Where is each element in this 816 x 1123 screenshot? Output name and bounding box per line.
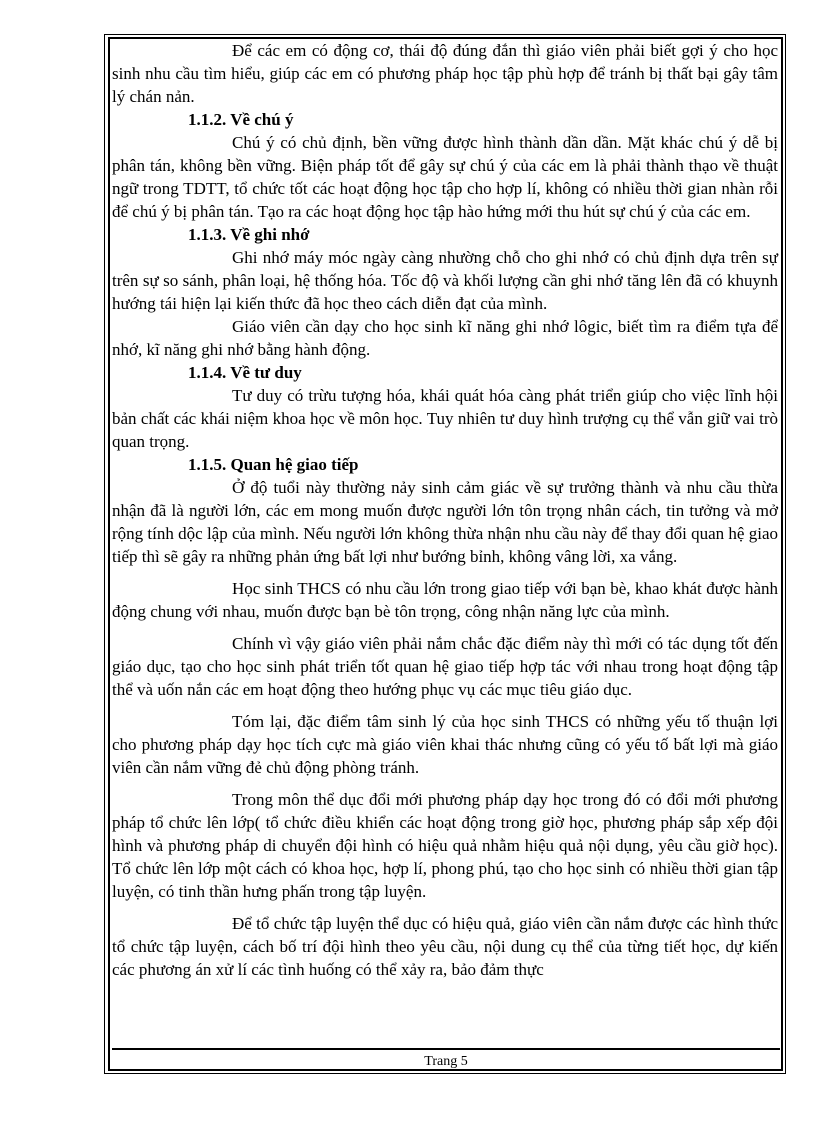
footer-rule xyxy=(112,1048,780,1050)
section-heading-thinking: 1.1.4. Về tư duy xyxy=(188,363,302,382)
paragraph: Trong môn thể dục đổi mới phương pháp dạy học trong đó có đổi mới phương pháp tổ chức lên lớp( tổ chức điều khiển các hoạt động trong giờ học, phương pháp sắp xếp đội hình và phương pháp di chuyển đội hình có hiệu quả nhằm hiệu quả nội dụng, yêu cầu giờ học). Tổ chức lên lớp một cách có khoa học, hợp lí, phong phú, tạo cho học sinh có nhiều thời gian tập luyện, có tinh thần hưng phấn trong tập luyện. xyxy=(112,790,778,901)
paragraph: Chú ý có chủ định, bền vững được hình thành dần dần. Mặt khác chú ý dễ bị phân tán, không bền vững. Biện pháp tốt để gây sự chú ý của các em là phải thành thạo về thuật ngữ trong TDTT, tổ chức tốt các hoạt động học tập cho hợp lí, không có nhiều thời gian nhàn rỗi để chú ý bị phân tán. Tạo ra các hoạt động học tập hào hứng mới thu hút sự chú ý của các em. xyxy=(112,133,778,221)
paragraph: Ở độ tuổi này thường nảy sinh cảm giác về sự trưởng thành và nhu cầu thừa nhận đã là người lớn, các em mong muốn được người lớn tôn trọng nhân cách, tin tưởng và mở rộng tính dộc lập của mình. Nếu người lớn không thừa nhận nhu cầu này để thay đổi quan hệ giao tiếp thì sẽ gây ra những phản ứng bất lợi như bướng bỉnh, không vâng lời, xa vắng. xyxy=(112,478,778,566)
section-heading-communication: 1.1.5. Quan hệ giao tiếp xyxy=(188,455,359,474)
section-heading-attention: 1.1.2. Về chú ý xyxy=(188,110,294,129)
paragraph: Để các em có động cơ, thái độ đúng đắn thì giáo viên phải biết gợi ý cho học sinh nhu cầu tìm hiểu, giúp các em có phương pháp học tập phù hợp để tránh bị thất bại gây tâm lý chán nản. xyxy=(112,41,778,106)
paragraph: Học sinh THCS có nhu cầu lớn trong giao tiếp với bạn bè, khao khát được hành động chung với nhau, muốn được bạn bè tôn trọng, công nhận năng lực của mình. xyxy=(112,579,778,621)
paragraph: Để tổ chức tập luyện thể dục có hiệu quả, giáo viên cần nắm được các hình thức tổ chức tập luyện, cách bố trí đội hình theo yêu cầu, nội dung cụ thể của từng tiết học, dự kiến các phương án xử lí các tình huống có thể xảy ra, bảo đảm thực xyxy=(112,914,778,979)
paragraph: Ghi nhớ máy móc ngày càng nhường chỗ cho ghi nhớ có chủ định dựa trên sự trên sự so sánh, phân loại, hệ thống hóa. Tốc độ và khối lượng cần ghi nhớ tăng lên đã có khuynh hướng tái hiện lại kiến thức đã học theo cách diễn đạt của mình. xyxy=(112,248,778,313)
document-body xyxy=(112,39,778,981)
paragraph: Chính vì vậy giáo viên phải nắm chắc đặc điểm này thì mới có tác dụng tốt đến giáo dục, tạo cho học sinh phát triển tốt quan hệ giao tiếp hợp tác với nhau trong hoạt động tập thể và uốn nắn các em hoạt động theo hướng phục vụ các mục tiêu giáo dục. xyxy=(112,634,778,699)
paragraph: Tóm lại, đặc điểm tâm sinh lý của học sinh THCS có những yếu tố thuận lợi cho phương pháp dạy học tích cực mà giáo viên khai thác nhưng cũng có yếu tố bất lợi mà giáo viên cần nắm vững đẻ chủ động phòng tránh. xyxy=(112,712,778,777)
page-number: Trang 5 xyxy=(424,1054,468,1069)
paragraph: Giáo viên cần dạy cho học sinh kĩ năng ghi nhớ lôgic, biết tìm ra điểm tựa để nhớ, kĩ năng ghi nhớ bằng hành động. xyxy=(112,317,778,359)
section-heading-memory: 1.1.3. Về ghi nhớ xyxy=(188,225,310,244)
paragraph: Tư duy có trừu tượng hóa, khái quát hóa càng phát triển giúp cho việc lĩnh hội bản chất các khái niệm khoa học về môn học. Tuy nhiên tư duy hình trượng cụ thể vẫn giữ vai trò quan trọng. xyxy=(112,386,778,451)
